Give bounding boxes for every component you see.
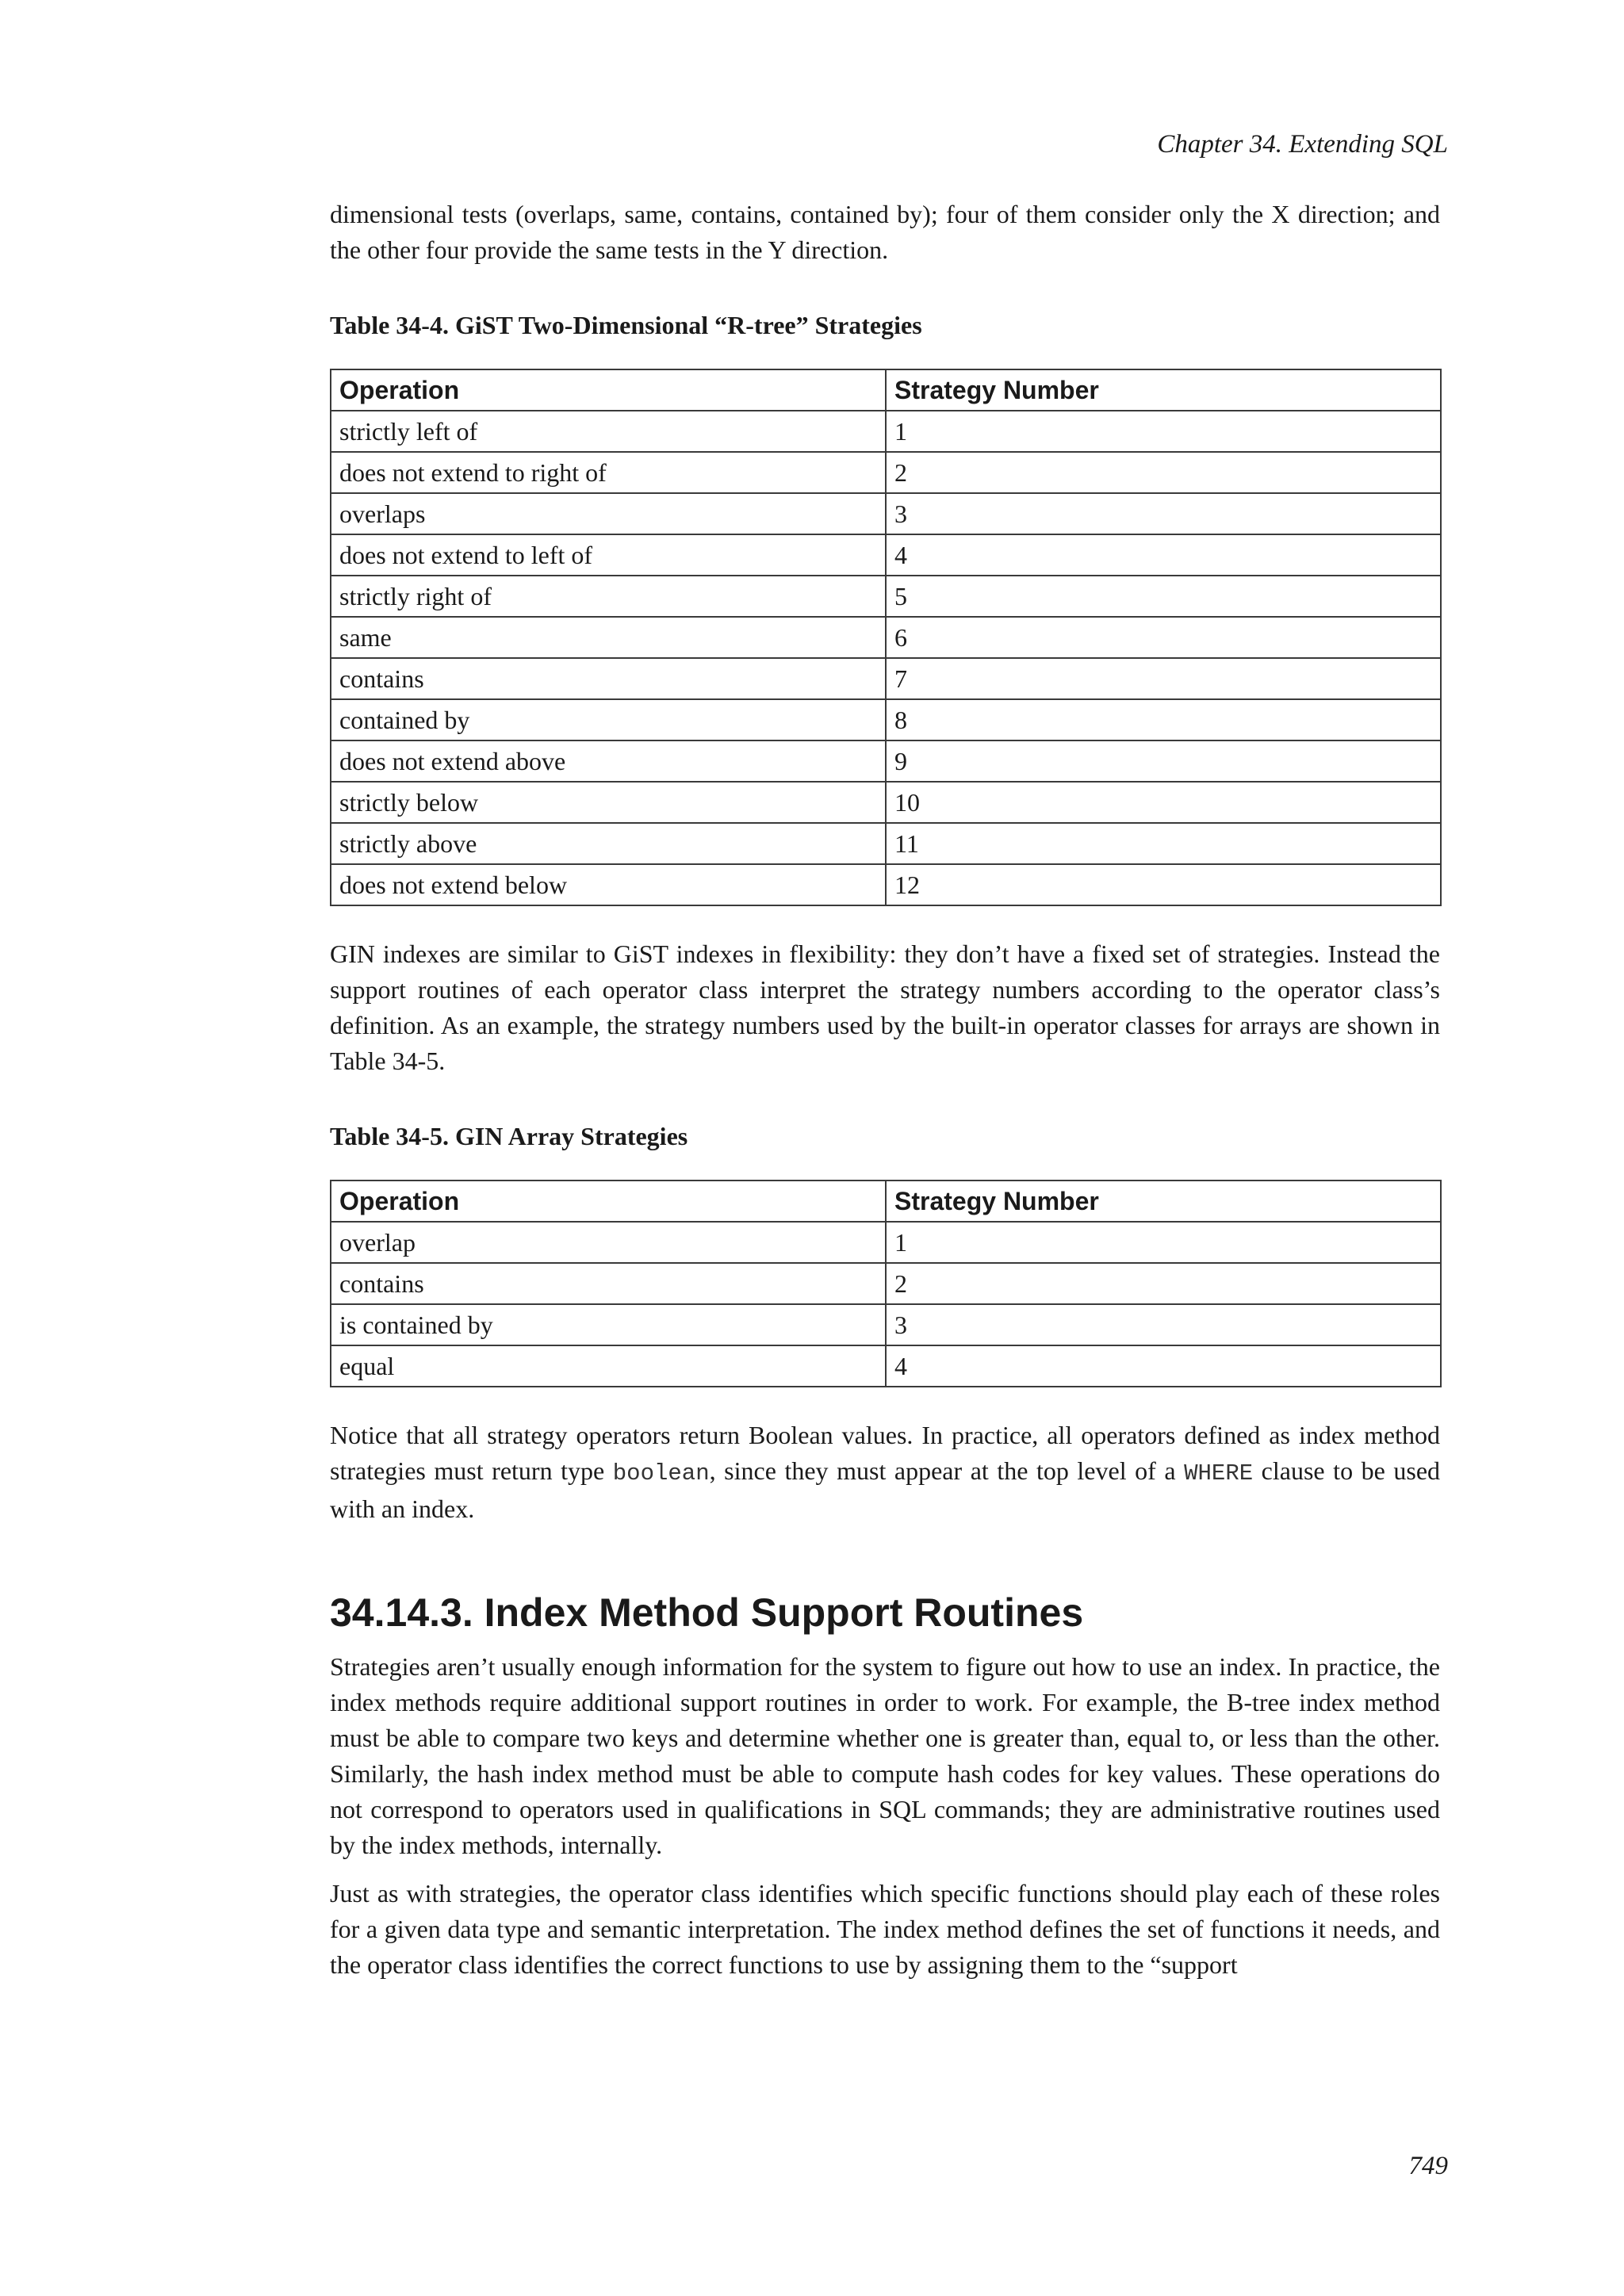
table-row bbox=[331, 534, 1441, 576]
strategy-number-cell: 2 bbox=[886, 452, 1441, 493]
table-row bbox=[331, 699, 1441, 740]
operation-cell: strictly right of bbox=[331, 576, 886, 617]
operation-cell: does not extend above bbox=[331, 740, 886, 782]
column-header-operation: Operation bbox=[331, 369, 886, 411]
table-row bbox=[331, 411, 1441, 452]
section-heading: 34.14.3. Index Method Support Routines bbox=[330, 1590, 1084, 1635]
code-where: WHERE bbox=[1184, 1460, 1254, 1487]
notice-text-1: Notice that all strategy operators return Boolean values. In practice, all operators defined as index method strategies must return type bbox=[330, 1421, 1440, 1485]
table-34-5-caption: Table 34-5. GIN Array Strategies bbox=[330, 1122, 688, 1150]
operation-cell: overlap bbox=[331, 1222, 886, 1263]
strategy-number-cell: 7 bbox=[886, 658, 1441, 699]
operation-cell: does not extend to right of bbox=[331, 452, 886, 493]
notice-text-3: clause to be used with an index. bbox=[330, 1456, 1441, 1523]
strategy-number-cell: 9 bbox=[886, 740, 1441, 782]
table-row bbox=[331, 1222, 1441, 1263]
table-row bbox=[331, 740, 1441, 782]
page-content bbox=[330, 197, 1440, 1983]
strategy-number-cell: 1 bbox=[886, 1222, 1441, 1263]
intro-paragraph: dimensional tests (overlaps, same, contains, contained by); four of them consider only the X direction; and the other four provide the same tests in the Y direction. bbox=[330, 200, 1440, 264]
operation-cell: contains bbox=[331, 1263, 886, 1304]
gin-paragraph: GIN indexes are similar to GiST indexes in flexibility: they don’t have a fixed set of strategies. Instead the support routines of each operator class interpret the strategy numbers according to the operator class’s definition. As an example, the strategy numbers used by the built-in operator classes for arrays are shown in Table 34-5. bbox=[330, 939, 1440, 1075]
strategy-number-cell: 1 bbox=[886, 411, 1441, 452]
operation-cell: same bbox=[331, 617, 886, 658]
strategy-number-cell: 11 bbox=[886, 823, 1441, 864]
strategy-number-cell: 5 bbox=[886, 576, 1441, 617]
section-paragraph-1: Strategies aren’t usually enough information for the system to figure out how to use an index. In practice, the index methods require additional support routines in order to work. For example, the B-tree index method must be able to compare two keys and determine whether one is greater than, equal to, or less than the other. Similarly, the hash index method must be able to compute hash codes for key values. These operations do not correspond to operators used in qualifications in SQL commands; they are administrative routines used by the index methods, internally. bbox=[330, 1652, 1440, 1859]
table-row bbox=[331, 864, 1441, 905]
strategy-number-cell: 3 bbox=[886, 1304, 1441, 1345]
table-row bbox=[331, 1345, 1441, 1387]
strategy-number-cell: 10 bbox=[886, 782, 1441, 823]
operation-cell: contained by bbox=[331, 699, 886, 740]
strategy-number-cell: 6 bbox=[886, 617, 1441, 658]
operation-cell: overlaps bbox=[331, 493, 886, 534]
operation-cell: contains bbox=[331, 658, 886, 699]
section-paragraph-2: Just as with strategies, the operator class identifies which specific functions should play each of these roles for a given data type and semantic interpretation. The index method defines the set of functions it needs, and the operator class identifies the correct functions to use by assigning them to the “support bbox=[330, 1879, 1440, 1979]
notice-text-2: , since they must appear at the top level of a bbox=[709, 1456, 1185, 1485]
code-boolean: boolean bbox=[612, 1460, 710, 1487]
table-row bbox=[331, 617, 1441, 658]
operation-cell: does not extend below bbox=[331, 864, 886, 905]
operation-cell: strictly below bbox=[331, 782, 886, 823]
operation-cell: does not extend to left of bbox=[331, 534, 886, 576]
operation-cell: is contained by bbox=[331, 1304, 886, 1345]
strategy-number-cell: 4 bbox=[886, 1345, 1441, 1387]
notice-paragraph bbox=[330, 1418, 1440, 1527]
strategy-number-cell: 2 bbox=[886, 1263, 1441, 1304]
strategy-number-cell: 3 bbox=[886, 493, 1441, 534]
column-header-strategy-number: Strategy Number bbox=[886, 369, 1441, 411]
operation-cell: equal bbox=[331, 1345, 886, 1387]
page-number: 749 bbox=[1408, 2152, 1448, 2180]
table-row bbox=[331, 452, 1441, 493]
operation-cell: strictly above bbox=[331, 823, 886, 864]
table-row bbox=[331, 493, 1441, 534]
column-header-operation: Operation bbox=[331, 1181, 886, 1222]
column-header-strategy-number: Strategy Number bbox=[886, 1181, 1441, 1222]
running-header: Chapter 34. Extending SQL bbox=[1157, 130, 1448, 159]
table-row bbox=[331, 576, 1441, 617]
table-34-4 bbox=[330, 369, 1442, 906]
table-row bbox=[331, 782, 1441, 823]
strategy-number-cell: 12 bbox=[886, 864, 1441, 905]
operation-cell: strictly left of bbox=[331, 411, 886, 452]
strategy-number-cell: 8 bbox=[886, 699, 1441, 740]
table-row bbox=[331, 823, 1441, 864]
table-row bbox=[331, 1263, 1441, 1304]
table-row bbox=[331, 1304, 1441, 1345]
table-row bbox=[331, 658, 1441, 699]
strategy-number-cell: 4 bbox=[886, 534, 1441, 576]
table-34-5 bbox=[330, 1180, 1442, 1387]
table-header-row bbox=[331, 369, 1441, 411]
table-header-row bbox=[331, 1181, 1441, 1222]
table-34-4-caption: Table 34-4. GiST Two-Dimensional “R-tree” Strategies bbox=[330, 311, 922, 339]
